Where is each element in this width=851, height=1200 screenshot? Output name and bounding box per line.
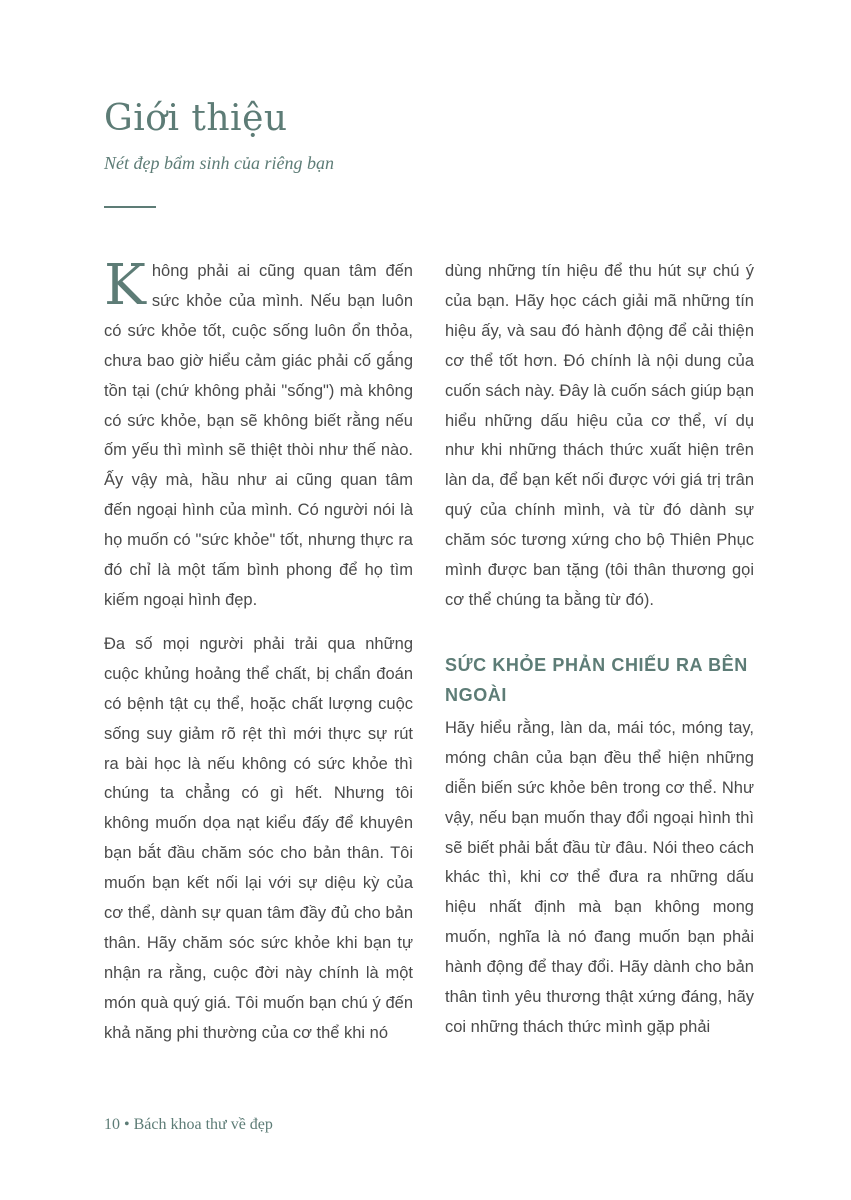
intro-paragraph-text: hông phải ai cũng quan tâm đến sức khỏe của mình. Nếu bạn luôn có sức khỏe tốt, cuộc sống luôn ổn thỏa, chưa bao giờ hiểu cảm giác phải cố gắng tồn tại (chứ không phải "sống") mà không có sức khỏe, bạn sẽ không biết rằng nếu ốm yếu thì mình sẽ thiệt thòi như thế nào. Ấy vậy mà, hầu như ai cũng quan tâm đến ngoại hình của mình. Có người nói là họ muốn có "sức khỏe" tốt, nhưng thực ra đó chỉ là một tấm bình phong để họ tìm kiếm ngoại hình đẹp. [104, 262, 413, 609]
intro-paragraph [104, 253, 413, 616]
right-column [445, 257, 754, 1043]
page-subtitle: Nét đẹp bẩm sinh của riêng bạn [104, 153, 334, 173]
section-heading: SỨC KHỎE PHẢN CHIẾU RA BÊN NGOÀI [445, 654, 748, 705]
page-title: Giới thiệu [104, 98, 288, 139]
body-paragraph: Hãy hiểu rằng, làn da, mái tóc, móng tay, móng chân của bạn đều thể hiện những diễn biến sức khỏe bên trong cơ thể. Như vậy, nếu bạn muốn thay đổi ngoại hình thì sẽ biết phải bắt đầu từ đâu. Nói theo cách khác thì, khi cơ thể đưa ra những dấu hiệu nhất định mà bạn không mong muốn, nghĩa là nó đang muốn bạn phải hành động để thay đổi. Hãy dành cho bản thân tình yêu thương thật xứng đáng, hãy coi những thách thức mình gặp phải [445, 718, 754, 1036]
drop-cap: K [104, 253, 146, 318]
body-paragraph: dùng những tín hiệu để thu hút sự chú ý của bạn. Hãy học cách giải mã những tín hiệu ấy, và sau đó hành động để cải thiện cơ thể tốt hơn. Đó chính là nội dung của cuốn sách này. Đây là cuốn sách giúp bạn hiểu những dấu hiệu của cơ thể, ví dụ như khi những thách thức xuất hiện trên làn da, để bạn kết nối được với giá trị trân quý của chính mình, và từ đó dành sự chăm sóc tương xứng cho bộ Thiên Phục mình được ban tặng (tôi thân thương gọi cơ thể chúng ta bằng từ đó). [445, 262, 754, 609]
body-paragraph: Đa số mọi người phải trải qua những cuộc khủng hoảng thể chất, bị chẩn đoán có bệnh tật cụ thể, hoặc chất lượng cuộc sống suy giảm rõ rệt thì mới thực sự rút ra bài học là nếu không có sức khỏe thì chúng ta chẳng có gì hết. Nhưng tôi không muốn dọa nạt kiểu đấy để khuyên bạn bắt đầu chăm sóc cho bản thân. Tôi muốn bạn kết nối lại với sự diệu kỳ của cơ thể, dành sự quan tâm đầy đủ cho bản thân. Hãy chăm sóc sức khỏe khi bạn tự nhận ra rằng, cuộc đời này chính là một món quà quý giá. Tôi muốn bạn chú ý đến khả năng phi thường của cơ thể khi nó [104, 634, 413, 1042]
left-column [104, 253, 413, 1049]
title-divider [104, 206, 156, 208]
page-footer: 10 • Bách khoa thư về đẹp [104, 1116, 273, 1133]
